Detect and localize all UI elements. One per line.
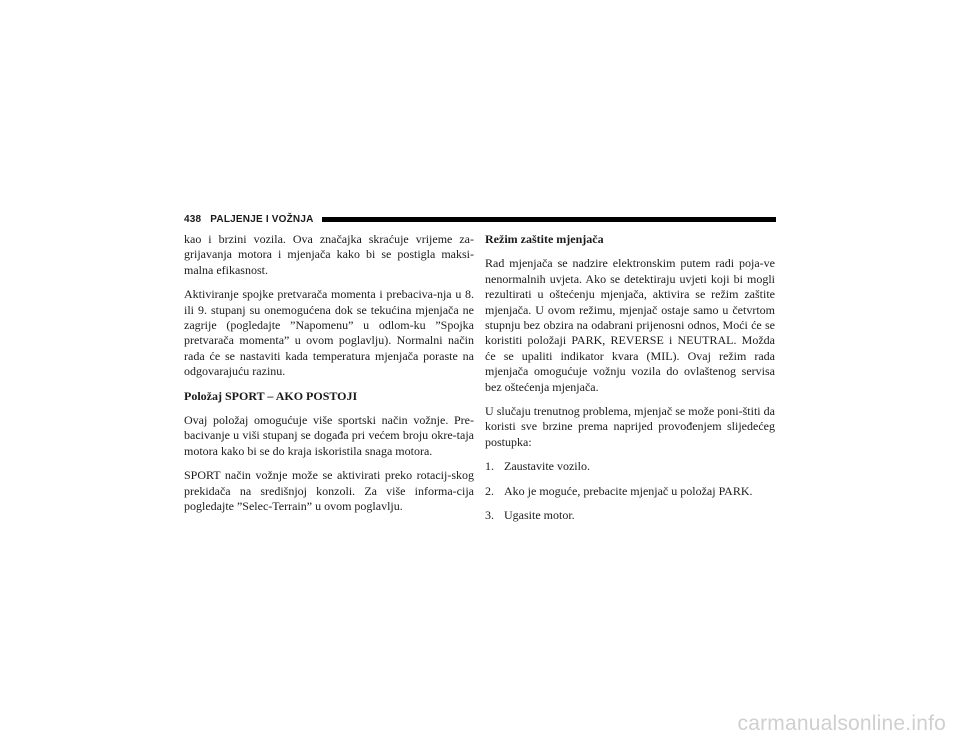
step-text: Ugasite motor. (504, 508, 575, 523)
paragraph: Aktiviranje spojke pretvarača momenta i prebaciva-nja u 8. ili 9. stupanj su onemogućena dok se tekućina mjenjača ne zagrije (pogledajte ”Napomenu” u odlom-ku ”Spojka pretvarača momenta” u ovom poglavlju). Normalni način rada će se nastaviti kada temperatura mjenjača poraste na odgovarajuću razinu. (184, 287, 474, 379)
paragraph: Ovaj položaj omogućuje više sportski način vožnje. Pre-bacivanje u viši stupanj se događa pri većem broju okre-taja motora kako bi se do kraja iskoristila snaga motora. (184, 413, 474, 458)
step-item (485, 508, 775, 523)
step-text: Ako je moguće, prebacite mjenjač u položaj PARK. (504, 483, 753, 498)
step-number: 3. (485, 508, 494, 523)
header-rule (322, 217, 776, 222)
step-text: Zaustavite vozilo. (504, 459, 590, 474)
paragraph: SPORT način vožnje može se aktivirati preko rotacij-skog prekidača na središnjoj konzoli. Za više informa-cija pogledajte ”Selec-Terrain” u ovom poglavlju. (184, 468, 474, 514)
paragraph: Rad mjenjača se nadzire elektronskim putem radi poja-ve nenormalnih uvjeta. Ako se detektiraju uvjeti koji bi mogli rezultirati u oštećenju mjenjača, aktivira se režim zaštite mjenjača. U ovom režimu, mjenjač ostaje samo u četvrtom stupnju bez obzira na odabrani prijenosni odnos, Moći će se koristiti položaji PARK, REVERSE i NEUTRAL. Možda će se upaliti indikator kvara (MIL). Ovaj režim rada mjenjača omogućuje vožnju vozila do ovlaštenog servisa bez oštećenja mjenjača. (485, 256, 775, 394)
section-heading: Režim zaštite mjenjača (485, 232, 604, 246)
paragraph: kao i brzini vozila. Ova značajka skraćuje vrijeme za-grijavanja motora i mjenjača kako bi se postigla maksi-malna efikasnost. (184, 232, 474, 277)
step-number: 1. (485, 459, 494, 474)
paragraph: U slučaju trenutnog problema, mjenjač se može poni-štiti da koristi sve brzine prema naprijed provođenjem slijedećeg postupka: (485, 404, 775, 449)
step-number: 2. (485, 483, 494, 498)
watermark: carmanualsonline.info (737, 712, 946, 735)
section-title: PALJENJE I VOŽNJA (210, 213, 314, 225)
step-item (485, 459, 775, 474)
left-column (184, 232, 474, 524)
step-item (485, 484, 775, 499)
section-heading: Položaj SPORT – AKO POSTOJI (184, 388, 358, 403)
page-number: 438 (184, 213, 202, 225)
page-header (184, 212, 776, 226)
right-column (485, 232, 775, 533)
